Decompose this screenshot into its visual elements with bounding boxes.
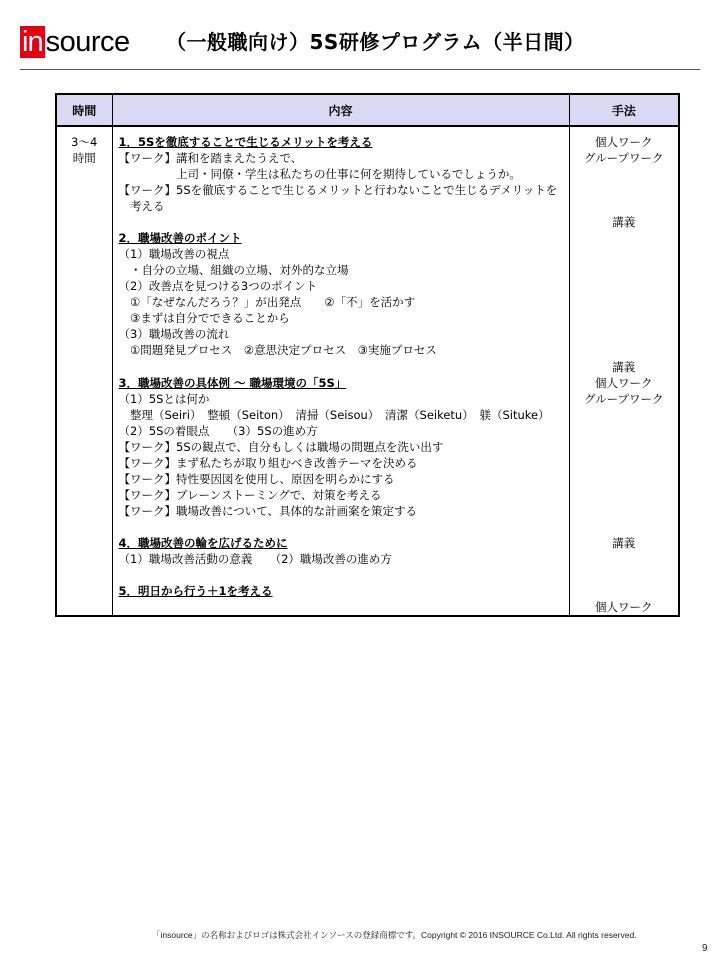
method-label: 講義 xyxy=(612,215,636,229)
content-line: 【ワーク】講和を踏まえたうえで、 xyxy=(118,151,303,165)
content-line: （3）職場改善の流れ xyxy=(118,327,230,341)
method-cell xyxy=(569,126,679,616)
column-header-method: 手法 xyxy=(569,94,679,126)
copyright-footer: 「insource」の名称およびロゴは株式会社インソースの登録商標です。Copyright © 2016 INSOURCE Co.Ltd. All rights reserved. xyxy=(152,930,637,940)
content-line: ①問題発見プロセス ②意思決定プロセス ③実施プロセス xyxy=(118,343,437,357)
content-line: （1）5Sとは何か xyxy=(118,392,210,406)
table-row xyxy=(56,126,679,616)
page-header xyxy=(20,24,710,60)
logo-in: in xyxy=(22,26,43,58)
section-heading-1: 1．5Sを徹底することで生じるメリットを考える xyxy=(118,135,373,149)
method-label: 個人ワーク xyxy=(595,135,653,149)
method-label: グループワーク xyxy=(583,392,664,406)
insource-logo xyxy=(20,26,130,58)
content-line: 【ワーク】ブレーンストーミングで、対策を考える xyxy=(118,488,382,502)
section-heading-4: 4．職場改善の輪を広げるために xyxy=(118,536,288,550)
time-value: 3～4 xyxy=(71,135,98,149)
content-line: 【ワーク】まず私たちが取り組むべき改善テーマを決める xyxy=(118,456,418,470)
method-label: グループワーク xyxy=(583,151,664,165)
section-heading-2: 2．職場改善のポイント xyxy=(118,231,242,245)
content-line: 整理（Seiri） 整頓（Seiton） 清掃（Seisou） 清潔（Seiketu） 躾（Situke） xyxy=(118,408,550,422)
content-line: 上司・同僚・学生は私たちの仕事に何を期待しているでしょうか。 xyxy=(118,167,521,181)
program-table xyxy=(55,93,680,617)
section-heading-3: 3．職場改善の具体例 ～ 職場環境の「5S」 xyxy=(118,376,347,390)
content-line: 【ワーク】職場改善について、具体的な計画案を策定する xyxy=(118,504,418,518)
content-line: ①「なぜなんだろう？」が出発点 ②「不」を活かす xyxy=(118,295,416,309)
page-number: 9 xyxy=(702,943,708,954)
method-label: 講義 xyxy=(612,536,636,550)
method-label: 個人ワーク xyxy=(595,600,653,614)
content-line: （1）職場改善の視点 xyxy=(118,247,230,261)
time-unit: 時間 xyxy=(72,151,96,165)
method-label: 個人ワーク xyxy=(595,376,653,390)
logo-source: source xyxy=(45,26,130,58)
method-label: 講義 xyxy=(612,360,636,374)
content-line: （2）改善点を見つける3つのポイント xyxy=(118,279,318,293)
section-heading-5: 5．明日から行う＋1を考える xyxy=(118,584,273,598)
content-line: ③まずは自分でできることから xyxy=(118,311,290,325)
column-header-content: 内容 xyxy=(112,94,569,126)
content-line: 【ワーク】特性要因図を使用し、原因を明らかにする xyxy=(118,472,395,486)
content-line: （2）5Sの着眼点 （3）5Sの進め方 xyxy=(118,424,318,438)
content-line: 【ワーク】5Sを徹底することで生じるメリットと行わないことで生じるデメリットを xyxy=(118,183,558,197)
content-line: ・自分の立場、組織の立場、対外的な立場 xyxy=(118,263,349,277)
table-header-row xyxy=(56,94,679,126)
page-title: （一般職向け）5S研修プログラム（半日間） xyxy=(166,30,585,54)
time-cell xyxy=(56,126,112,616)
content-line: （1）職場改善活動の意義 （2）職場改善の進め方 xyxy=(118,552,392,566)
content-line: 【ワーク】5Sの観点で、自分もしくは職場の問題点を洗い出す xyxy=(118,440,444,454)
content-line: 考える xyxy=(118,199,165,213)
content-cell xyxy=(112,126,569,616)
header-divider xyxy=(20,69,700,70)
column-header-time: 時間 xyxy=(56,94,112,126)
